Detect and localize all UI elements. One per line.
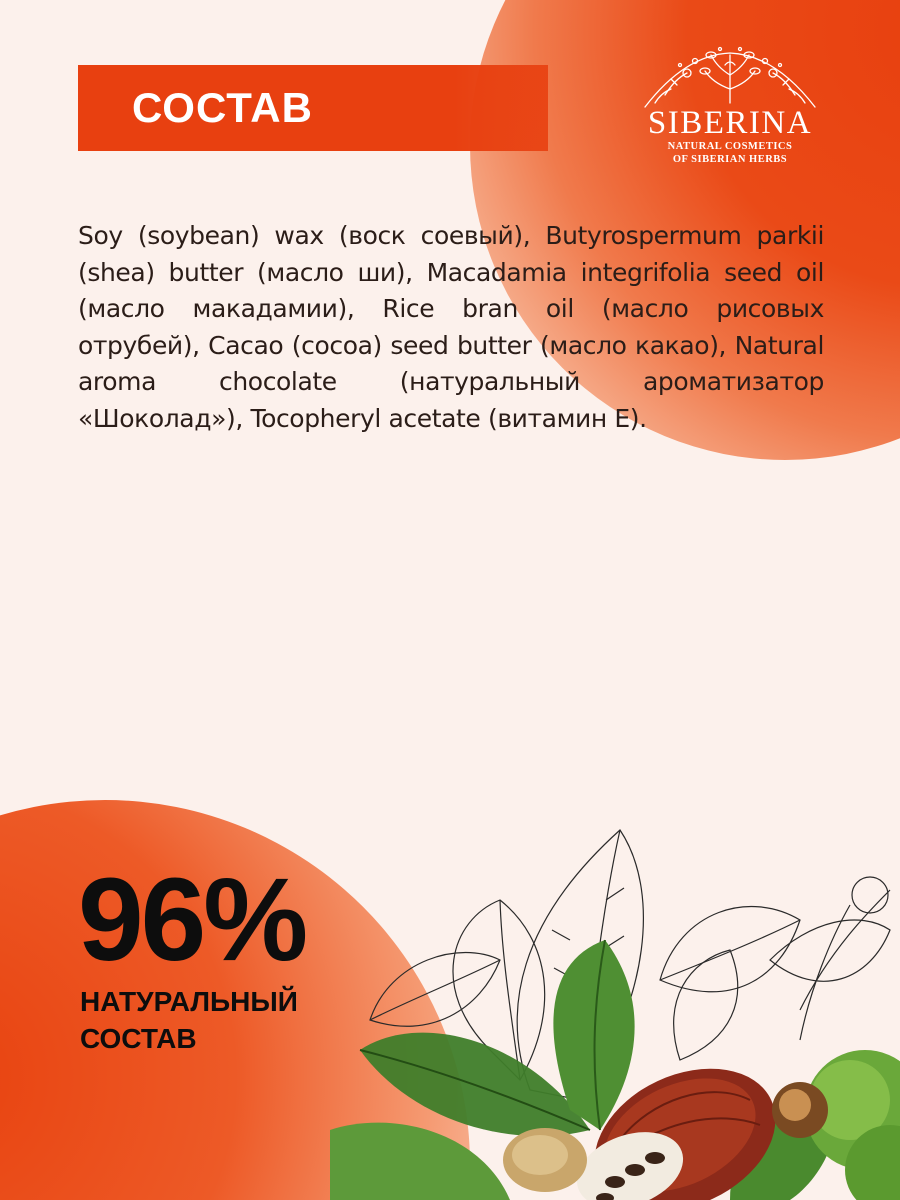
page-title: СОСТАВ [132,84,313,131]
natural-label-line: НАТУРАЛЬНЫЙ [80,986,298,1017]
brand-tagline: OF SIBERIAN HERBS [672,154,788,165]
siberina-logo [625,45,840,175]
natural-label [80,983,360,1057]
natural-label-line: СОСТАВ [80,1023,197,1054]
natural-percent: 96% [78,854,306,986]
botanical-illustration [330,810,900,1200]
ingredients-text: Soy (soybean) wax (воск соевый), Butyrospermum parkii (shea) butter (масло ши), Macadamia integrifolia seed oil (масло макадамии), Rice bran oil (масло рисовых отрубей), Cacao (cocoa) seed butter (масло какао), Natural aroma chocolate (натуральный ароматизатор «Шоколад»), Tocopheryl acetate (витамин Е). [78,221,824,433]
brand-tagline: NATURAL COSMETICS [667,141,793,152]
brand-name: SIBERINA [647,105,813,141]
